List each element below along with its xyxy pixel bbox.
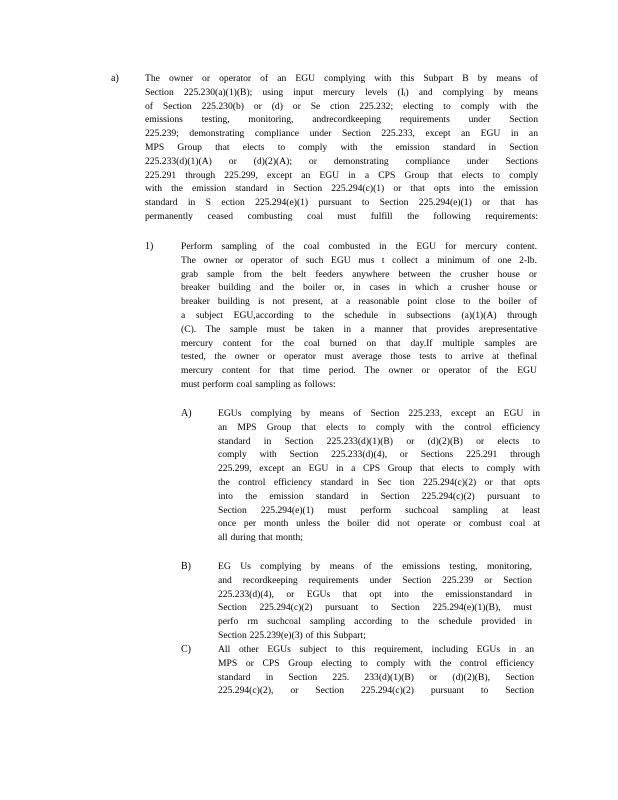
text-line: The owner or operator of such EGU mus t collect a minimum of one 2-lb. (181, 254, 537, 266)
text-line: standard in S ection 225.294(e)(1) pursuant to Section 225.294(e)(1) or that has (145, 197, 538, 209)
text-line: breaker building is not present, at a reasonable point close to the boiler of (181, 296, 537, 308)
text-line: of Section 225.230(b) or (d) or Se ction 225.232; electing to comply with the (145, 100, 538, 112)
text-line: 225.239; demonstrating compliance under Section 225.233, except an EGU in an (145, 128, 538, 140)
text-line: and recordkeeping requirements under Section 225.239 or Section (218, 574, 532, 586)
text-line: Perform sampling of the coal combusted in the EGU for mercury content. (181, 241, 537, 252)
text-line: standard in Section 225.233(d)(1)(B) or (d)(2)(B) or elects to (218, 435, 540, 447)
text-line: comply with Section 225.233(d)(4), or Sections 225.291 through (218, 449, 540, 461)
text-line: permanently ceased combusting coal must fulfill the following requirements: (145, 210, 538, 222)
item-marker-1b: B) (181, 561, 191, 572)
text-line: breaker building and the boiler or, in cases in which a crusher house or (181, 282, 537, 294)
text-line: Section 225.294(c)(2) pursuant to Section 225.294(e)(1)(B), must (218, 602, 532, 614)
text-line: standard in Section 225. 233(d)(1)(B) or (d)(2)(B), Section (218, 671, 534, 683)
text-line: with the emission standard in Section 225.294(c)(1) or that opts into the emission (145, 183, 538, 195)
text-line: Section 225.294(e)(1) must perform suchcoal sampling at least (218, 504, 540, 516)
text-line: the control efficiency standard in Sec tion 225.294(c)(2) or that opts (218, 476, 540, 488)
text-line: Section 225.230(a)(1)(B); using input mercury levels (Iᵢ) and complying by means (145, 86, 538, 98)
text-line: mercury content for the coal burned on that day.If multiple samples are (181, 337, 537, 349)
paragraph-1-b-text (218, 560, 532, 643)
text-line: 225.291 through 225.299, except an EGU in a CPS Group that elects to comply (145, 169, 538, 181)
text-line: EGUs complying by means of Section 225.233, except an EGU in (218, 408, 540, 419)
text-line: (C). The sample must be taken in a manner that provides arepresentative (181, 323, 537, 335)
text-line: The owner or operator of an EGU complying with this Subpart B by means of (145, 73, 538, 84)
text-line: into the emission standard in Section 225.294(c)(2) pursuant to (218, 490, 540, 502)
text-line: 225.294(c)(2), or Section 225.294(c)(2) pursuant to Section (218, 685, 534, 697)
text-line: a subject EGU,according to the schedule in subsections (a)(1)(A) through (181, 309, 537, 321)
text-line: All other EGUs subject to this requirement, including EGUs in an (218, 644, 534, 655)
paragraph-1-a-text (218, 407, 540, 545)
item-marker-a: a) (111, 73, 119, 84)
text-line: must perform coal sampling as follows: (181, 378, 336, 390)
text-line: 225.233(d)(1)(A) or (d)(2)(A); or demonstrating compliance under Sections (145, 155, 538, 167)
text-line: tested, the owner or operator must average those tests to arrive at thefinal (181, 351, 537, 363)
text-line: 225.233(d)(4), or EGUs that opt into the emissionstandard in (218, 588, 532, 600)
text-line: Section 225.239(e)(3) of this Subpart; (218, 629, 366, 641)
paragraph-1-text (181, 240, 537, 392)
text-line: EG Us complying by means of the emissions testing, monitoring, (218, 561, 532, 572)
text-line: an MPS Group that elects to comply with the control efficiency (218, 421, 540, 433)
item-marker-1c: C) (181, 644, 191, 655)
text-line: mercury content for that time period. The owner or operator of the EGU (181, 365, 537, 377)
text-line: MPS Group that elects to comply with the emission standard in Section (145, 141, 538, 153)
item-marker-1a: A) (181, 408, 192, 419)
text-line: MPS or CPS Group electing to comply with the control efficiency (218, 657, 534, 669)
text-line: once per month unless the boiler did not operate or combust coal at (218, 518, 540, 530)
text-line: 225.299, except an EGU in a CPS Group that elects to comply with (218, 463, 540, 475)
text-line: emissions testing, monitoring, andrecordkeeping requirements under Section (145, 114, 538, 126)
text-line: grab sample from the belt feeders anywhere between the crusher house or (181, 268, 537, 280)
paragraph-a-text (145, 72, 538, 224)
text-line: perfo rm suchcoal sampling according to the schedule provided in (218, 616, 532, 628)
item-marker-1: 1) (145, 241, 154, 252)
text-line: all during that month; (218, 532, 303, 544)
paragraph-1-c-text (218, 643, 534, 698)
